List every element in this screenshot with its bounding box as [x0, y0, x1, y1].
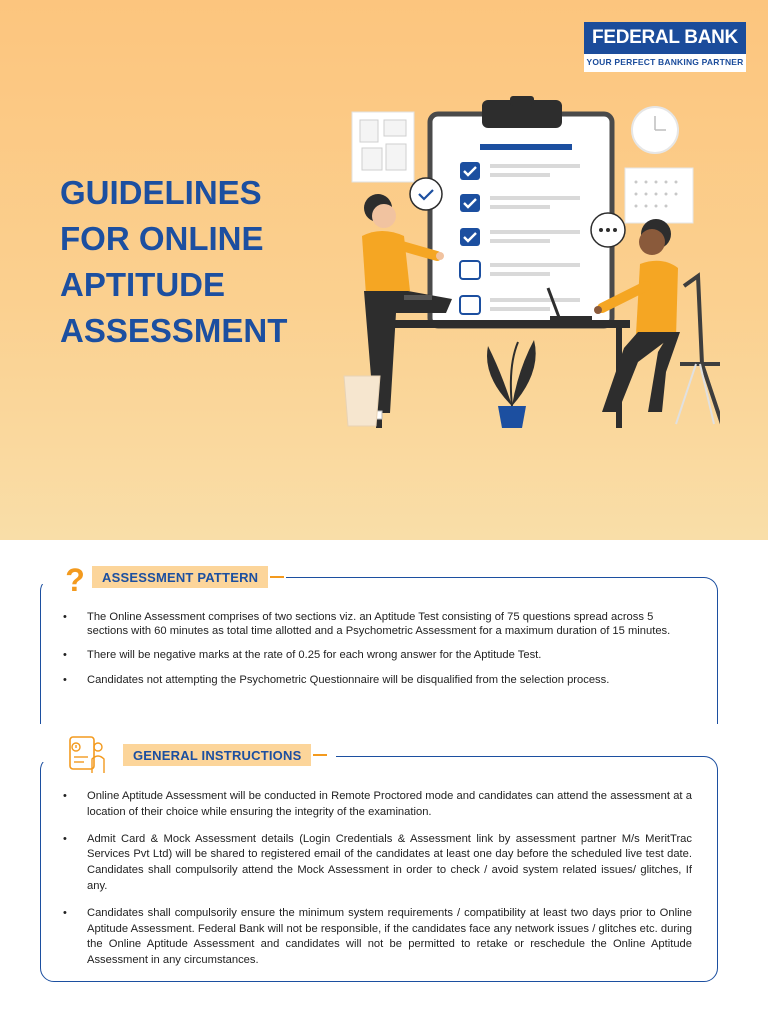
logo-tagline: YOUR PERFECT BANKING PARTNER	[586, 57, 744, 67]
general-instructions-heading: GENERAL INSTRUCTIONS	[123, 744, 311, 766]
page-title	[60, 170, 360, 354]
list-item: • There will be negative marks at the rate of 0.25 for each wrong answer for the Aptitude Test.	[62, 649, 694, 663]
potted-plant-icon	[487, 340, 536, 428]
federal-bank-logo	[584, 22, 746, 72]
general-instructions-list	[62, 789, 692, 980]
list-item: • Online Aptitude Assessment will be conducted in Remote Proctored mode and candidates can attend the assessment at a location of their choice while ensuring the integrity of the examination.	[62, 789, 692, 821]
title-line-4: ASSESSMENT	[60, 312, 288, 349]
assessment-illustration	[340, 96, 720, 436]
waste-bin-icon	[344, 376, 380, 426]
title-line-1: GUIDELINES	[60, 174, 262, 211]
instructions-document-icon	[62, 733, 108, 779]
list-item: • The Online Assessment comprises of two sections viz. an Aptitude Test consisting of 75 questions spread across 5 sections with 60 minutes as total time allotted and a Psychometric Assessment for a maximum duration of 15 minutes.	[62, 611, 694, 638]
speech-bubble-check-icon	[410, 178, 442, 210]
assessment-pattern-list	[62, 611, 694, 698]
assessment-pattern-heading: ASSESSMENT PATTERN	[92, 566, 268, 588]
clipboard-checklist-icon	[430, 96, 612, 326]
wall-clock-icon	[632, 107, 678, 153]
title-line-3: APTITUDE	[60, 266, 225, 303]
notes-board-icon	[352, 112, 414, 182]
calendar-icon	[625, 168, 693, 223]
title-line-2: FOR ONLINE	[60, 220, 264, 257]
logo-wordmark: FEDERAL BANK	[584, 22, 746, 54]
list-item: • Admit Card & Mock Assessment details (Login Credentials & Assessment link by assessment partner M/s MeritTrac Services Pvt Ltd) will be shared to registered email of the candidates at least one day before the scheduled live test date. Candidates shall compulsorily attend the Mock Assessment in order to check / avoid system related issues/ glitches, If any.	[62, 832, 692, 895]
list-item: • Candidates shall compulsorily ensure the minimum system requirements / compatibility at least two days prior to Online Aptitude Assessment. Federal Bank will not be responsible, if the candidates face any network issues / glitches etc. during the Online Aptitude Assessment and candidates will not be permitted to retake or reschedule the Online Aptitude Assessment in any circumstances.	[62, 906, 692, 969]
speech-bubble-dots-icon	[591, 213, 625, 247]
question-mark-icon: ?	[65, 562, 85, 598]
list-item: • Candidates not attempting the Psychometric Questionnaire will be disqualified from the selection process.	[62, 674, 694, 688]
